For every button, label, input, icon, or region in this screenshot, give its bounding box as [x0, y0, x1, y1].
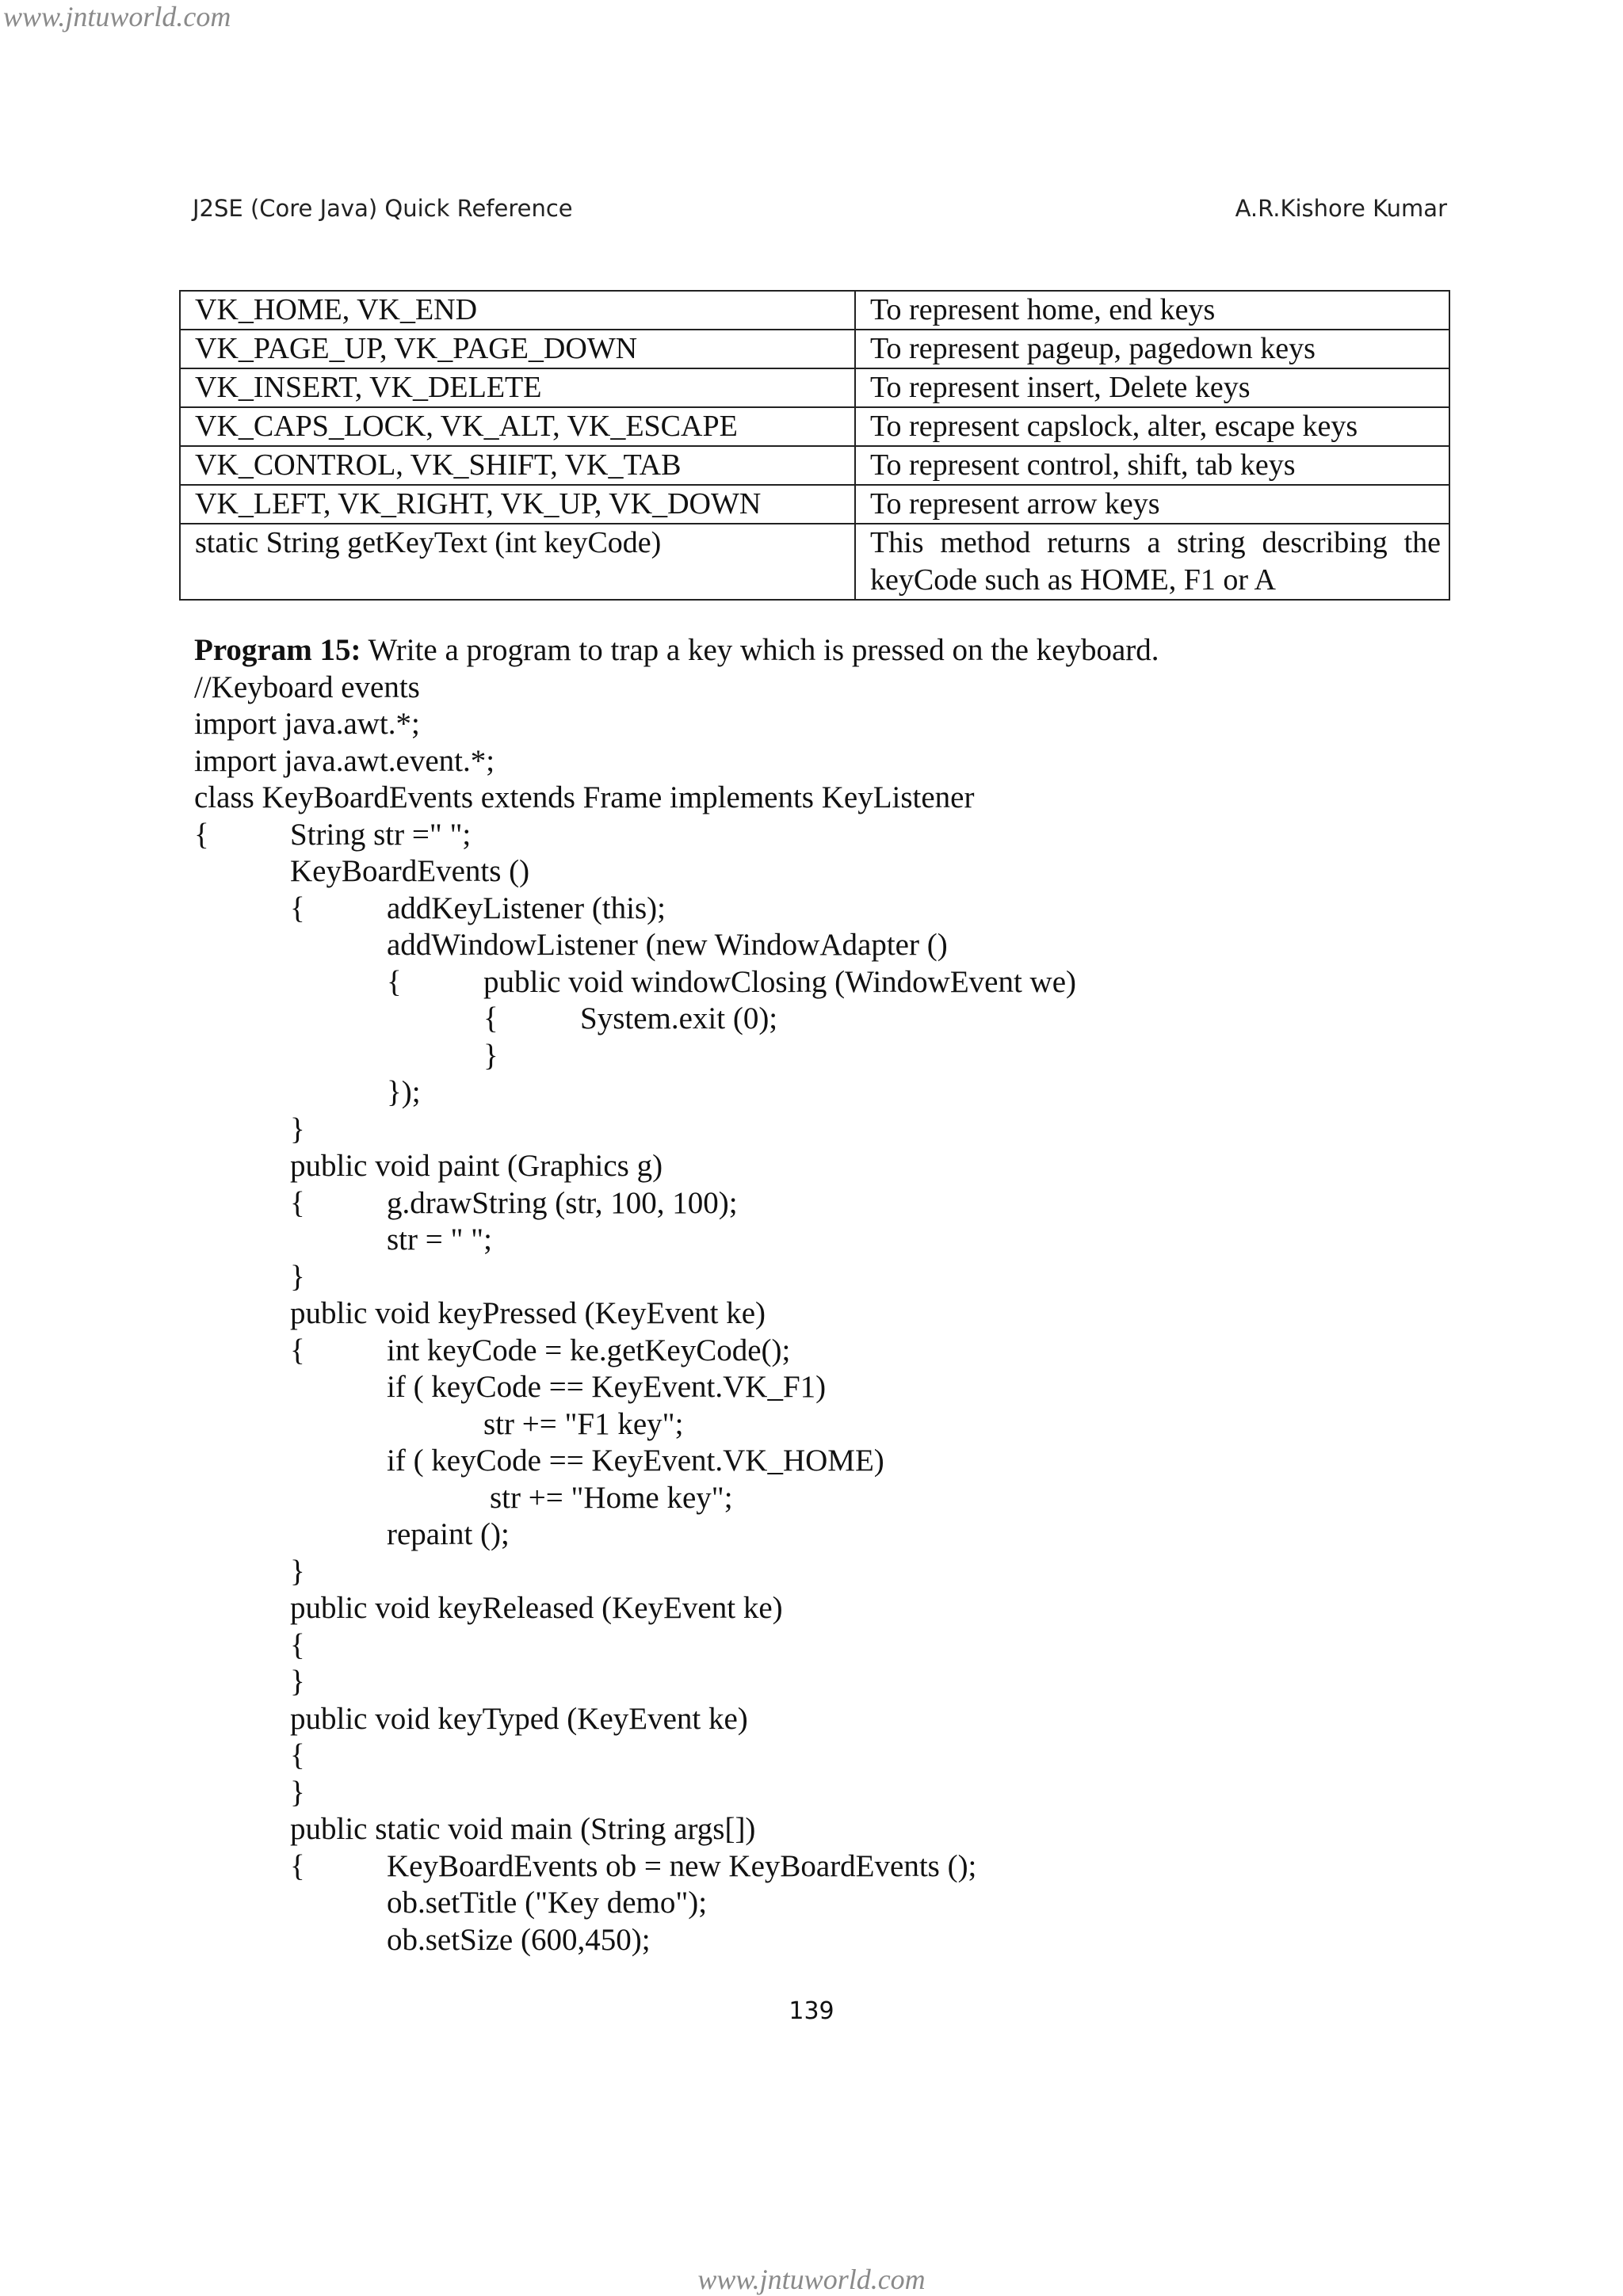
code-line	[194, 1222, 1446, 1259]
watermark-top: www.jntuworld.com	[3, 1, 231, 32]
code-text: System.exit (0);	[580, 1001, 778, 1035]
code-text: {	[290, 891, 305, 925]
table-row	[180, 330, 1449, 368]
code-text: ob.setSize (600,450);	[387, 1922, 651, 1957]
code-text: String str =" ";	[290, 817, 472, 852]
code-text: public static void main (String args[])	[290, 1812, 756, 1846]
code-text: g.drawString (str, 100, 100);	[387, 1185, 738, 1220]
code-text: str = " ";	[387, 1222, 492, 1257]
code-text: {	[290, 1185, 305, 1220]
code-line	[194, 1664, 1446, 1701]
code-block	[194, 669, 1446, 1959]
code-text: addKeyListener (this);	[387, 891, 666, 925]
code-text: public void keyReleased (KeyEvent ke)	[290, 1591, 783, 1625]
code-line	[194, 1848, 1446, 1886]
code-line	[194, 1259, 1446, 1296]
code-text: }	[290, 1112, 305, 1146]
table-row	[180, 446, 1449, 485]
table-row	[180, 485, 1449, 524]
table-cell-description: To represent home, end keys	[855, 291, 1449, 330]
table-cell-description: To represent insert, Delete keys	[855, 368, 1449, 407]
code-text: public void keyTyped (KeyEvent ke)	[290, 1701, 748, 1736]
code-text: }	[290, 1259, 305, 1294]
code-text: }	[290, 1665, 305, 1699]
code-line	[194, 780, 1446, 817]
code-line	[194, 1185, 1446, 1222]
code-line	[194, 1038, 1446, 1075]
program-listing	[194, 632, 1446, 1958]
code-line	[194, 817, 1446, 854]
code-text: public void keyPressed (KeyEvent ke)	[290, 1296, 766, 1330]
code-line	[194, 1148, 1446, 1185]
table-cell-constant: VK_HOME, VK_END	[180, 291, 855, 330]
code-text: public void windowClosing (WindowEvent we)	[483, 964, 1077, 999]
key-constants-table	[179, 290, 1450, 601]
code-line	[194, 1112, 1446, 1149]
watermark-bottom: www.jntuworld.com	[697, 2264, 926, 2295]
code-line	[194, 1333, 1446, 1370]
header-title: J2SE (Core Java) Quick Reference	[193, 195, 573, 222]
code-text: str += "F1 key";	[483, 1406, 684, 1441]
code-text: {	[290, 1738, 305, 1772]
program-heading	[194, 632, 1446, 669]
code-text: public void paint (Graphics g)	[290, 1149, 663, 1183]
table-cell-constant: VK_CAPS_LOCK, VK_ALT, VK_ESCAPE	[180, 407, 855, 446]
code-text: addWindowListener (new WindowAdapter ()	[387, 928, 948, 962]
code-line	[194, 1443, 1446, 1480]
code-line	[194, 1480, 1446, 1517]
code-line	[194, 1627, 1446, 1665]
code-text: int keyCode = ke.getKeyCode();	[387, 1333, 791, 1367]
code-line	[194, 706, 1446, 743]
code-text: //Keyboard events	[194, 669, 420, 704]
code-text: if ( keyCode == KeyEvent.VK_HOME)	[387, 1444, 884, 1478]
table-cell-constant: VK_LEFT, VK_RIGHT, VK_UP, VK_DOWN	[180, 485, 855, 524]
table-cell-description: To represent arrow keys	[855, 485, 1449, 524]
code-line	[194, 853, 1446, 891]
code-text: {	[290, 1333, 305, 1367]
code-text: import java.awt.event.*;	[194, 743, 495, 778]
code-text: import java.awt.*;	[194, 707, 420, 741]
code-text: }	[290, 1775, 305, 1810]
code-line	[194, 1701, 1446, 1738]
code-line	[194, 927, 1446, 964]
code-line	[194, 1406, 1446, 1444]
header-author: A.R.Kishore Kumar	[1235, 195, 1447, 222]
code-line	[194, 1811, 1446, 1848]
table-cell-description: To represent control, shift, tab keys	[855, 446, 1449, 485]
code-line	[194, 1074, 1446, 1112]
table-cell-description: To represent pageup, pagedown keys	[855, 330, 1449, 368]
code-line	[194, 1737, 1446, 1775]
code-line	[194, 1922, 1446, 1959]
table-cell-constant: VK_PAGE_UP, VK_PAGE_DOWN	[180, 330, 855, 368]
table-cell-constant: VK_INSERT, VK_DELETE	[180, 368, 855, 407]
code-text: {	[290, 1627, 305, 1662]
table-row	[180, 407, 1449, 446]
table-row	[180, 524, 1449, 600]
code-line	[194, 1554, 1446, 1591]
code-line	[194, 1516, 1446, 1554]
code-text: ob.setTitle ("Key demo");	[387, 1886, 708, 1920]
code-line	[194, 743, 1446, 780]
code-text: {	[290, 1848, 305, 1883]
program-label: Program 15:	[194, 633, 361, 667]
code-text: });	[387, 1075, 421, 1109]
table-cell-constant: static String getKeyText (int keyCode)	[180, 524, 855, 600]
page-number: 139	[789, 1997, 834, 2025]
code-line	[194, 1775, 1446, 1812]
code-line	[194, 1885, 1446, 1922]
code-text: {	[194, 817, 209, 852]
code-text: }	[290, 1554, 305, 1589]
table-row	[180, 368, 1449, 407]
code-line	[194, 964, 1446, 1001]
code-line	[194, 1001, 1446, 1038]
program-statement: Write a program to trap a key which is pressed on the keyboard.	[361, 633, 1159, 667]
code-line	[194, 1590, 1446, 1627]
code-line	[194, 669, 1446, 707]
code-text: repaint ();	[387, 1517, 510, 1551]
code-text: if ( keyCode == KeyEvent.VK_F1)	[387, 1370, 827, 1404]
code-line	[194, 1369, 1446, 1406]
code-text: KeyBoardEvents ()	[290, 854, 530, 888]
code-text: {	[387, 964, 402, 999]
code-text: KeyBoardEvents ob = new KeyBoardEvents ();	[387, 1848, 977, 1883]
code-line	[194, 1295, 1446, 1333]
table-cell-description: To represent capslock, alter, escape keys	[855, 407, 1449, 446]
code-text: {	[483, 1001, 498, 1035]
code-line	[194, 891, 1446, 928]
code-text: str += "Home key";	[490, 1480, 733, 1515]
code-text: class KeyBoardEvents extends Frame implements KeyListener	[194, 780, 975, 814]
table-cell-constant: VK_CONTROL, VK_SHIFT, VK_TAB	[180, 446, 855, 485]
table-cell-description: This method returns a string describing the keyCode such as HOME, F1 or A	[855, 524, 1449, 600]
code-text: }	[483, 1038, 498, 1073]
table-row	[180, 291, 1449, 330]
